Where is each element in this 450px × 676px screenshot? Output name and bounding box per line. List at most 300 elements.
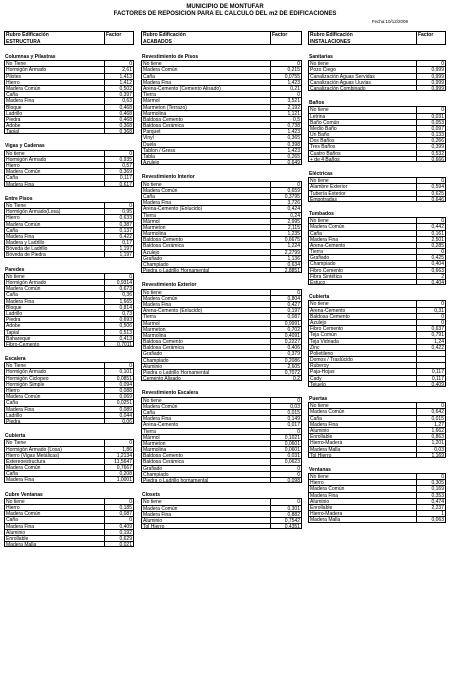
- row-label: No tiene: [141, 60, 270, 66]
- row-label: Zinc: [308, 344, 416, 350]
- section-title: Revestimiento Interior: [142, 174, 195, 181]
- row-label: Caña: [141, 409, 270, 415]
- row-factor: 0,95: [104, 208, 134, 214]
- row-label: Cemento Alisado: [141, 375, 270, 381]
- row-label: Canalización Aguas Servidas: [308, 73, 416, 79]
- column-header-title: Rubro Edificación: [6, 32, 49, 38]
- row-label: Aluminio: [141, 517, 270, 523]
- row-label: No Tiene: [4, 60, 104, 66]
- row-label: Marmeton (Terrazo): [141, 104, 270, 110]
- row-label: Piedra o Ladrillo Hornamental: [141, 369, 270, 375]
- column-header-title: Rubro Edificación: [143, 32, 186, 38]
- row-label: No tiene: [308, 106, 416, 112]
- row-factor: 2,2799: [270, 249, 302, 255]
- row-label: Champiado: [141, 261, 270, 267]
- row-factor: 0: [416, 319, 446, 325]
- row-label: Caña: [4, 227, 104, 233]
- row-factor: 1,197: [104, 245, 134, 251]
- row-factor: 0,2227: [270, 338, 302, 344]
- row-label: Baldosa Cerámica: [141, 458, 270, 464]
- column-header-factor: [416, 31, 446, 44]
- row-factor: 1,197: [104, 251, 134, 257]
- column-header-label: [141, 31, 270, 44]
- section-gap: [141, 273, 302, 282]
- section: [4, 433, 134, 483]
- row-label: Hierro: [4, 387, 104, 393]
- row-label: Mármol: [141, 97, 270, 103]
- row-factor: 0,791: [416, 331, 446, 337]
- row-label: Caña: [4, 174, 104, 180]
- section-gap: [4, 424, 134, 433]
- section-title: Eléctricas: [309, 171, 333, 177]
- row-factor: 0,368: [104, 122, 134, 128]
- row-factor: 0,633: [104, 214, 134, 220]
- row-label: Madera Fina: [4, 181, 104, 187]
- section-title: Revestimiento de Pisos: [142, 54, 199, 60]
- row-label: Caña: [4, 516, 104, 522]
- row-label: Tierra: [141, 91, 270, 97]
- row-label: Canalización Combinado: [308, 85, 416, 91]
- section-gap: [4, 258, 134, 267]
- row-factor: 0,094: [104, 381, 134, 387]
- section-title: Ventanas: [309, 466, 331, 473]
- row-factor: 1,169: [416, 452, 446, 458]
- row-label: Bóveda de Piedra: [4, 251, 104, 257]
- row-factor: 0,659: [270, 187, 302, 193]
- row-label: Madera Fina: [308, 236, 416, 242]
- column-header: [141, 31, 302, 45]
- row-label: Madera Fina: [141, 79, 270, 85]
- row-label: Baldosa Cemento: [141, 452, 270, 458]
- row-label: Hormigón Armado (Losa): [4, 446, 104, 452]
- row-factor: 1,24: [416, 338, 446, 344]
- row-label: Pozo Ciego: [308, 66, 416, 72]
- row-factor: 1,86: [104, 446, 134, 452]
- row-label: Fibro Cemento: [308, 267, 416, 273]
- row-factor: 1,201: [416, 439, 446, 445]
- section-gap: [4, 483, 134, 492]
- row-factor: 0,7542: [270, 517, 302, 523]
- table-row: [4, 181, 134, 187]
- row-label: Madera Fina: [141, 199, 270, 205]
- row-label: Arena-Cemento: [308, 242, 416, 248]
- row-label: Tapial: [4, 329, 104, 335]
- table-row: [308, 516, 446, 522]
- row-factor: 0,087: [104, 510, 134, 516]
- row-factor: 0,642: [416, 408, 446, 414]
- section: [4, 54, 134, 134]
- row-label: Adobe: [4, 122, 104, 128]
- row-label: Tierra: [141, 428, 270, 434]
- row-label: Grafiado: [308, 254, 416, 260]
- row-label: Arena-Cemento (Enlucido): [141, 307, 270, 313]
- column-header-group: INSTALACIONES: [310, 39, 351, 45]
- row-label: Enrollable: [308, 433, 416, 439]
- row-label: Madera Fina: [4, 97, 104, 103]
- row-factor: 0,814: [104, 304, 134, 310]
- row-label: Marmolina: [141, 332, 270, 338]
- table-row: [141, 523, 302, 529]
- row-label: Madera Fina: [4, 476, 104, 482]
- section-title: Cubierta: [309, 294, 330, 301]
- row-factor: 0,365: [270, 134, 302, 140]
- row-label: Duela: [141, 141, 270, 147]
- row-label: Empotradas: [308, 196, 416, 202]
- column-header-title: Rubro Edificación: [310, 32, 353, 38]
- row-factor: 0,044: [104, 412, 134, 418]
- row-label: Aluminio: [4, 529, 104, 535]
- row-label: Aluminio: [308, 498, 416, 504]
- row-factor: 0: [416, 300, 446, 306]
- row-factor: 0,368: [104, 128, 134, 134]
- row-label: Baldosa Cerámica: [141, 344, 270, 350]
- row-label: Piedra: [4, 418, 104, 424]
- row-label: Baldosa Cemento: [141, 236, 270, 242]
- section-gap: [141, 45, 302, 54]
- row-factor: 3,521: [270, 97, 302, 103]
- section: [4, 143, 134, 186]
- row-label: Hierro: [4, 162, 104, 168]
- row-factor: 0,197: [270, 307, 302, 313]
- row-label: Tol Hierro: [141, 523, 270, 529]
- row-label: Arena-Cemento: [308, 307, 416, 313]
- row-label: No tiene: [141, 498, 270, 504]
- row-factor: 0,7667: [104, 464, 134, 470]
- row-label: Caña: [4, 399, 104, 405]
- row-factor: 0,387: [104, 221, 134, 227]
- row-label: Madera Común: [4, 285, 104, 291]
- row-factor: 0,425: [416, 254, 446, 260]
- row-label: Madera Común: [4, 510, 104, 516]
- row-factor: 0: [270, 498, 302, 504]
- row-factor: 1,423: [270, 147, 302, 153]
- row-factor: 0,089: [104, 406, 134, 412]
- row-factor: 0: [270, 181, 302, 187]
- row-factor: 0: [416, 473, 446, 479]
- row-factor: 0,017: [270, 421, 302, 427]
- column-acabados: [141, 31, 302, 529]
- row-factor: 0,532: [416, 150, 446, 156]
- row-label: Hormigón Simple: [4, 381, 104, 387]
- row-label: Madera Común: [141, 66, 270, 72]
- section-title: Entre Pisos: [5, 195, 33, 202]
- row-factor: 0: [270, 465, 302, 471]
- row-factor: 0,088: [104, 387, 134, 393]
- row-factor: 0,634: [270, 261, 302, 267]
- row-factor: 0,063: [416, 516, 446, 522]
- row-label: Marmol: [141, 320, 270, 326]
- row-label: Marmeton: [141, 224, 270, 230]
- row-factor: 0,305: [416, 479, 446, 485]
- row-label: Azulejo: [141, 159, 270, 165]
- row-label: Piedra: [4, 316, 104, 322]
- row-factor: 0,208: [104, 470, 134, 476]
- row-label: Teja Vidriada: [308, 338, 416, 344]
- row-factor: 1,136: [270, 255, 302, 261]
- row-label: Tol Hierro: [308, 452, 416, 458]
- row-label: Azulejo: [308, 319, 416, 325]
- document-date: Fecha:10/12/2009: [371, 19, 408, 24]
- row-factor: 0,03: [270, 403, 302, 409]
- row-factor: 0,3795: [270, 193, 302, 199]
- column-header-factor-label: Factor: [272, 32, 288, 38]
- row-factor: 0,7072: [270, 369, 302, 375]
- row-label: Arena-Cemento (Cemento Alisado): [141, 85, 270, 91]
- row-factor: 0,0601: [270, 440, 302, 446]
- row-factor: 1,27: [416, 421, 446, 427]
- row-label: No tiene: [308, 300, 416, 306]
- row-label: Baldosa Cemento: [308, 313, 416, 319]
- row-factor: 0,169: [416, 485, 446, 491]
- section-gap: [141, 165, 302, 174]
- row-label: Mármol: [141, 218, 270, 224]
- section-gap: [141, 381, 302, 390]
- row-label: Hormigón Armado: [4, 66, 104, 72]
- section: [141, 492, 302, 529]
- row-factor: 0,625: [416, 190, 446, 196]
- row-label: Hierro (Vigas Metálicas): [4, 452, 104, 458]
- row-factor: 0,404: [416, 260, 446, 266]
- row-factor: 0,422: [104, 233, 134, 239]
- row-label: Madera Fina: [308, 492, 416, 498]
- row-factor: 0,087: [270, 313, 302, 319]
- row-label: Cuatro Baños: [308, 150, 416, 156]
- table-row: [4, 128, 134, 134]
- row-label: No Tiene: [4, 439, 104, 445]
- row-label: Piedra o Ladrillo hornamental: [141, 477, 270, 483]
- column-instalaciones: [308, 31, 446, 523]
- row-factor: 0,6675: [270, 236, 302, 242]
- row-factor: 0,9991: [270, 320, 302, 326]
- row-factor: 0,442: [416, 223, 446, 229]
- row-label: Madera Fina: [141, 511, 270, 517]
- row-factor: 0,0623: [270, 458, 302, 464]
- row-factor: 3,726: [270, 199, 302, 205]
- row-factor: 0,422: [416, 344, 446, 350]
- row-label: No Tiene: [4, 362, 104, 368]
- table-row: [4, 251, 134, 257]
- row-factor: 0: [104, 273, 134, 279]
- row-label: Grafiado: [141, 350, 270, 356]
- section-gap: [308, 458, 446, 467]
- section-gap: [308, 162, 446, 171]
- row-factor: 0,57: [104, 162, 134, 168]
- row-label: Tablon / Gress: [141, 147, 270, 153]
- section: [308, 171, 446, 202]
- row-factor: 0,101: [104, 368, 134, 374]
- section-title: Closets: [142, 492, 161, 499]
- row-label: Alambre Exterior: [308, 183, 416, 189]
- row-label: No Tiene: [4, 202, 104, 208]
- table-row: [141, 267, 302, 273]
- row-factor: 0,502: [104, 85, 134, 91]
- row-label: Hormigón Armado: [4, 368, 104, 374]
- section-gap: [308, 387, 446, 396]
- row-factor: 0,015: [416, 415, 446, 421]
- row-label: Domos / Traslúcido: [308, 356, 416, 362]
- row-factor: 0,649: [270, 159, 302, 165]
- row-factor: 0,409: [104, 523, 134, 529]
- row-factor: 0,398: [270, 141, 302, 147]
- row-factor: 0,161: [416, 230, 446, 236]
- row-label: Baldosa Cemento: [141, 338, 270, 344]
- row-factor: 0,053: [416, 119, 446, 125]
- row-factor: 0,215: [270, 66, 302, 72]
- row-label: Letrina: [308, 113, 416, 119]
- section-gap: [4, 134, 134, 143]
- section: [308, 467, 446, 523]
- document-subtitle: FACTORES DE REPOSICION PARA EL CALCULO DEL m2 DE EDIFICACIONES: [113, 11, 337, 17]
- section: [308, 211, 446, 285]
- row-factor: 1,413: [104, 73, 134, 79]
- column-header-factor-label: Factor: [106, 32, 122, 38]
- row-factor: 0,03: [416, 446, 446, 452]
- row-label: Enrollable: [308, 504, 416, 510]
- section-gap: [4, 45, 134, 54]
- row-label: Madera Común: [308, 408, 416, 414]
- row-label: No tiene: [308, 60, 416, 66]
- row-factor: 0,117: [416, 368, 446, 374]
- row-label: Piedra: [4, 116, 104, 122]
- row-factor: 0,427: [270, 301, 302, 307]
- row-label: Teja Común: [308, 331, 416, 337]
- row-factor: 2,501: [416, 236, 446, 242]
- row-label: Hierro: [4, 79, 104, 85]
- row-label: Baldosa Cerámica: [141, 122, 270, 128]
- section-gap: [308, 91, 446, 100]
- section-title: Tumbados: [309, 210, 334, 217]
- row-label: Madera Común: [4, 85, 104, 91]
- row-label: No tiene: [4, 273, 104, 279]
- row-factor: 2,995: [270, 218, 302, 224]
- section-title: Revestimiento Exterior: [142, 282, 197, 289]
- row-factor: 2,61: [104, 66, 134, 72]
- row-label: Polietileno: [308, 350, 416, 356]
- row-factor: 0,4351: [270, 523, 302, 529]
- row-label: Caña: [4, 91, 104, 97]
- row-label: No tiene: [141, 181, 270, 187]
- row-factor: 0: [416, 313, 446, 319]
- row-label: Fibro Cemento: [308, 325, 416, 331]
- row-factor: 0,0601: [270, 446, 302, 452]
- row-label: Marmeton: [141, 326, 270, 332]
- row-label: No tiene: [4, 150, 104, 156]
- row-factor: 0,594: [416, 183, 446, 189]
- row-factor: 0,73: [104, 310, 134, 316]
- row-label: Madera Común: [308, 223, 416, 229]
- column-header-label: [308, 31, 416, 44]
- row-factor: 0,617: [104, 181, 134, 187]
- row-label: Madera Común: [4, 393, 104, 399]
- row-factor: 0: [416, 177, 446, 183]
- row-label: Canalización Aguas Lluvias: [308, 79, 416, 85]
- row-label: Marmeton: [141, 440, 270, 446]
- row-label: No tiene: [308, 473, 416, 479]
- row-label: Baldosa Cerámica: [141, 242, 270, 248]
- section: [141, 390, 302, 483]
- section-gap: [4, 347, 134, 356]
- row-factor: 0,0851: [104, 375, 134, 381]
- row-factor: 0,031: [416, 113, 446, 119]
- row-factor: 0,506: [104, 322, 134, 328]
- row-factor: 0,637: [416, 325, 446, 331]
- row-label: Azulejo: [141, 249, 270, 255]
- column-header: [4, 31, 134, 45]
- row-factor: 2: [416, 273, 446, 279]
- row-factor: 0,0755: [270, 73, 302, 79]
- row-factor: 0: [270, 60, 302, 66]
- row-factor: 0,468: [104, 110, 134, 116]
- row-label: No tiene: [141, 289, 270, 295]
- row-factor: 0: [270, 289, 302, 295]
- row-factor: 1,665: [104, 298, 134, 304]
- row-label: Madera Común: [4, 168, 104, 174]
- row-factor: 0,646: [416, 196, 446, 202]
- row-factor: 0: [104, 60, 134, 66]
- row-factor: 1,0001: [104, 476, 134, 482]
- column-header: [308, 31, 446, 45]
- row-label: Hierro: [4, 504, 104, 510]
- section: [308, 396, 446, 458]
- row-label: Estereoestructura: [4, 458, 104, 464]
- row-label: Fibro-Cemento: [4, 341, 104, 347]
- row-label: Madera Fina: [4, 523, 104, 529]
- row-label: Parquet: [141, 128, 270, 134]
- row-label: Caña: [141, 193, 270, 199]
- row-label: Grafiado: [141, 255, 270, 261]
- row-label: Tierra: [141, 313, 270, 319]
- row-factor: 0,882: [270, 511, 302, 517]
- row-factor: 0: [416, 217, 446, 223]
- row-factor: 0,379: [270, 350, 302, 356]
- row-label: Medio Baño: [308, 125, 416, 131]
- row-label: Champiado: [308, 260, 416, 266]
- row-label: Tierra: [308, 248, 416, 254]
- row-factor: 1,662: [416, 427, 446, 433]
- row-label: Madera y Ladrillo: [4, 239, 104, 245]
- row-factor: 2,8851: [270, 267, 302, 273]
- row-label: Madera Fina: [4, 406, 104, 412]
- row-label: + de 4 Baños: [308, 156, 416, 162]
- row-factor: 0,31: [416, 307, 446, 313]
- row-label: Pilotes: [4, 73, 104, 79]
- section: [4, 356, 134, 424]
- row-factor: 0,069: [104, 393, 134, 399]
- row-label: Bóveda de Ladrillo: [4, 245, 104, 251]
- row-label: Arena-Cemento (Enlucido): [141, 205, 270, 211]
- row-factor: 2,115: [270, 224, 302, 230]
- table-row: [4, 541, 134, 547]
- section-title: Columnas y Pilastras: [5, 54, 56, 60]
- row-label: Ladrillo: [4, 310, 104, 316]
- row-label: Hormigón Ciclopeo: [4, 375, 104, 381]
- row-factor: 2,605: [270, 363, 302, 369]
- section-title: Cubre Ventanas: [5, 491, 43, 498]
- row-factor: 0: [104, 439, 134, 445]
- section-title: Vigas y Cadenas: [5, 143, 45, 150]
- row-factor: 0,21: [270, 85, 302, 91]
- row-factor: 2,192: [270, 104, 302, 110]
- row-factor: 0,7011: [104, 341, 134, 347]
- section: [141, 54, 302, 165]
- row-label: Madera Malla: [308, 516, 416, 522]
- row-label: Hierro-Madera: [308, 510, 416, 516]
- section: [4, 492, 134, 548]
- row-label: Madera Malla: [4, 541, 104, 547]
- row-label: Ruberoy: [308, 362, 416, 368]
- row-label: Bloque: [4, 304, 104, 310]
- document-title: MUNICIPIO DE MONTUFAR: [186, 4, 264, 10]
